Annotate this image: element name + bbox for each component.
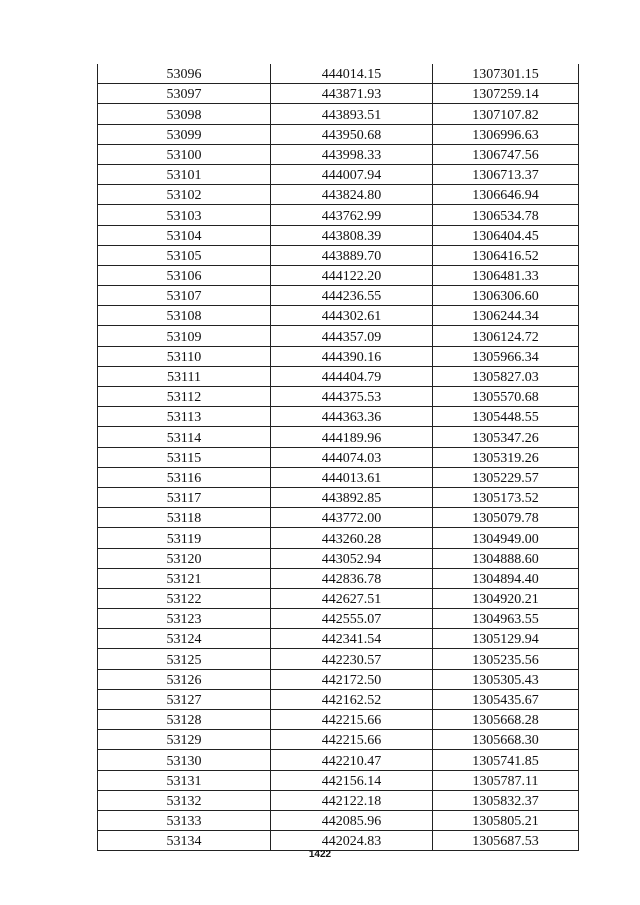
y-coordinate-cell: 1305827.03 [433,366,579,386]
y-coordinate-cell: 1307301.15 [433,64,579,84]
point-id-cell: 53127 [98,689,271,709]
y-coordinate-cell: 1305448.55 [433,407,579,427]
table-row [98,790,579,810]
point-id-cell: 53103 [98,205,271,225]
point-id-cell: 53116 [98,467,271,487]
x-coordinate-cell: 444390.16 [271,346,433,366]
table-row [98,265,579,285]
y-coordinate-cell: 1306416.52 [433,245,579,265]
point-id-cell: 53100 [98,144,271,164]
x-coordinate-cell: 444375.53 [271,387,433,407]
table-row [98,407,579,427]
x-coordinate-cell: 443260.28 [271,528,433,548]
x-coordinate-cell: 442122.18 [271,790,433,810]
point-id-cell: 53108 [98,306,271,326]
table-row [98,710,579,730]
point-id-cell: 53131 [98,770,271,790]
x-coordinate-cell: 442215.66 [271,710,433,730]
point-id-cell: 53129 [98,730,271,750]
table-row [98,609,579,629]
x-coordinate-cell: 442341.54 [271,629,433,649]
point-id-cell: 53111 [98,366,271,386]
table-row [98,427,579,447]
x-coordinate-cell: 444013.61 [271,467,433,487]
point-id-cell: 53117 [98,487,271,507]
y-coordinate-cell: 1307259.14 [433,84,579,104]
point-id-cell: 53107 [98,286,271,306]
y-coordinate-cell: 1305173.52 [433,487,579,507]
x-coordinate-cell: 442230.57 [271,649,433,669]
y-coordinate-cell: 1304963.55 [433,609,579,629]
x-coordinate-cell: 442156.14 [271,770,433,790]
y-coordinate-cell: 1304888.60 [433,548,579,568]
table-row [98,629,579,649]
table-row [98,487,579,507]
page-number: 1422 [308,849,332,860]
point-id-cell: 53102 [98,185,271,205]
point-id-cell: 53106 [98,265,271,285]
point-id-cell: 53096 [98,64,271,84]
point-id-cell: 53130 [98,750,271,770]
x-coordinate-cell: 443950.68 [271,124,433,144]
point-id-cell: 53105 [98,245,271,265]
x-coordinate-cell: 443893.51 [271,104,433,124]
table-row [98,689,579,709]
table-row [98,366,579,386]
y-coordinate-cell: 1306306.60 [433,286,579,306]
x-coordinate-cell: 444122.20 [271,265,433,285]
y-coordinate-cell: 1306646.94 [433,185,579,205]
point-id-cell: 53112 [98,387,271,407]
table-row [98,286,579,306]
y-coordinate-cell: 1306481.33 [433,265,579,285]
point-id-cell: 53115 [98,447,271,467]
y-coordinate-cell: 1305435.67 [433,689,579,709]
table-row [98,568,579,588]
table-row [98,225,579,245]
table-row [98,104,579,124]
y-coordinate-cell: 1306404.45 [433,225,579,245]
x-coordinate-cell: 444236.55 [271,286,433,306]
y-coordinate-cell: 1306747.56 [433,144,579,164]
y-coordinate-cell: 1305668.28 [433,710,579,730]
table-row [98,144,579,164]
point-id-cell: 53098 [98,104,271,124]
y-coordinate-cell: 1304920.21 [433,588,579,608]
table-row [98,831,579,851]
y-coordinate-cell: 1304949.00 [433,528,579,548]
point-id-cell: 53101 [98,164,271,184]
table-row [98,326,579,346]
y-coordinate-cell: 1306244.34 [433,306,579,326]
table-row [98,649,579,669]
x-coordinate-cell: 443762.99 [271,205,433,225]
table-row [98,548,579,568]
x-coordinate-cell: 442085.96 [271,810,433,830]
x-coordinate-cell: 444007.94 [271,164,433,184]
y-coordinate-cell: 1306124.72 [433,326,579,346]
table-row [98,750,579,770]
x-coordinate-cell: 442024.83 [271,831,433,851]
y-coordinate-cell: 1305305.43 [433,669,579,689]
x-coordinate-cell: 444189.96 [271,427,433,447]
x-coordinate-cell: 444074.03 [271,447,433,467]
y-coordinate-cell: 1306996.63 [433,124,579,144]
x-coordinate-cell: 444014.15 [271,64,433,84]
point-id-cell: 53132 [98,790,271,810]
x-coordinate-cell: 442210.47 [271,750,433,770]
point-id-cell: 53113 [98,407,271,427]
table-row [98,447,579,467]
table-row [98,205,579,225]
table-row [98,467,579,487]
x-coordinate-cell: 443772.00 [271,508,433,528]
table-row [98,64,579,84]
x-coordinate-cell: 444404.79 [271,366,433,386]
x-coordinate-cell: 443871.93 [271,84,433,104]
x-coordinate-cell: 444357.09 [271,326,433,346]
y-coordinate-cell: 1305229.57 [433,467,579,487]
y-coordinate-cell: 1305079.78 [433,508,579,528]
y-coordinate-cell: 1305129.94 [433,629,579,649]
table-row [98,508,579,528]
x-coordinate-cell: 442627.51 [271,588,433,608]
point-id-cell: 53128 [98,710,271,730]
x-coordinate-cell: 444363.36 [271,407,433,427]
table-row [98,810,579,830]
x-coordinate-cell: 442555.07 [271,609,433,629]
coordinates-table-body [98,64,579,851]
y-coordinate-cell: 1306713.37 [433,164,579,184]
point-id-cell: 53121 [98,568,271,588]
table-row [98,84,579,104]
point-id-cell: 53099 [98,124,271,144]
x-coordinate-cell: 443824.80 [271,185,433,205]
point-id-cell: 53118 [98,508,271,528]
table-row [98,346,579,366]
y-coordinate-cell: 1305832.37 [433,790,579,810]
x-coordinate-cell: 444302.61 [271,306,433,326]
x-coordinate-cell: 443998.33 [271,144,433,164]
point-id-cell: 53122 [98,588,271,608]
point-id-cell: 53114 [98,427,271,447]
table-row [98,770,579,790]
y-coordinate-cell: 1305741.85 [433,750,579,770]
x-coordinate-cell: 443892.85 [271,487,433,507]
point-id-cell: 53126 [98,669,271,689]
table-row [98,730,579,750]
y-coordinate-cell: 1305570.68 [433,387,579,407]
point-id-cell: 53133 [98,810,271,830]
point-id-cell: 53120 [98,548,271,568]
y-coordinate-cell: 1306534.78 [433,205,579,225]
y-coordinate-cell: 1305235.56 [433,649,579,669]
point-id-cell: 53119 [98,528,271,548]
table-row [98,185,579,205]
point-id-cell: 53124 [98,629,271,649]
table-row [98,387,579,407]
x-coordinate-cell: 442215.66 [271,730,433,750]
x-coordinate-cell: 443052.94 [271,548,433,568]
y-coordinate-cell: 1305668.30 [433,730,579,750]
y-coordinate-cell: 1305319.26 [433,447,579,467]
x-coordinate-cell: 442162.52 [271,689,433,709]
table-row [98,669,579,689]
y-coordinate-cell: 1307107.82 [433,104,579,124]
x-coordinate-cell: 442172.50 [271,669,433,689]
y-coordinate-cell: 1305966.34 [433,346,579,366]
coordinates-table [97,64,579,851]
table-row [98,588,579,608]
point-id-cell: 53125 [98,649,271,669]
table-row [98,245,579,265]
y-coordinate-cell: 1305805.21 [433,810,579,830]
point-id-cell: 53134 [98,831,271,851]
point-id-cell: 53109 [98,326,271,346]
table-row [98,164,579,184]
x-coordinate-cell: 442836.78 [271,568,433,588]
table-row [98,528,579,548]
x-coordinate-cell: 443808.39 [271,225,433,245]
point-id-cell: 53104 [98,225,271,245]
table-row [98,306,579,326]
point-id-cell: 53123 [98,609,271,629]
y-coordinate-cell: 1305347.26 [433,427,579,447]
y-coordinate-cell: 1305787.11 [433,770,579,790]
y-coordinate-cell: 1304894.40 [433,568,579,588]
point-id-cell: 53110 [98,346,271,366]
y-coordinate-cell: 1305687.53 [433,831,579,851]
x-coordinate-cell: 443889.70 [271,245,433,265]
table-row [98,124,579,144]
point-id-cell: 53097 [98,84,271,104]
